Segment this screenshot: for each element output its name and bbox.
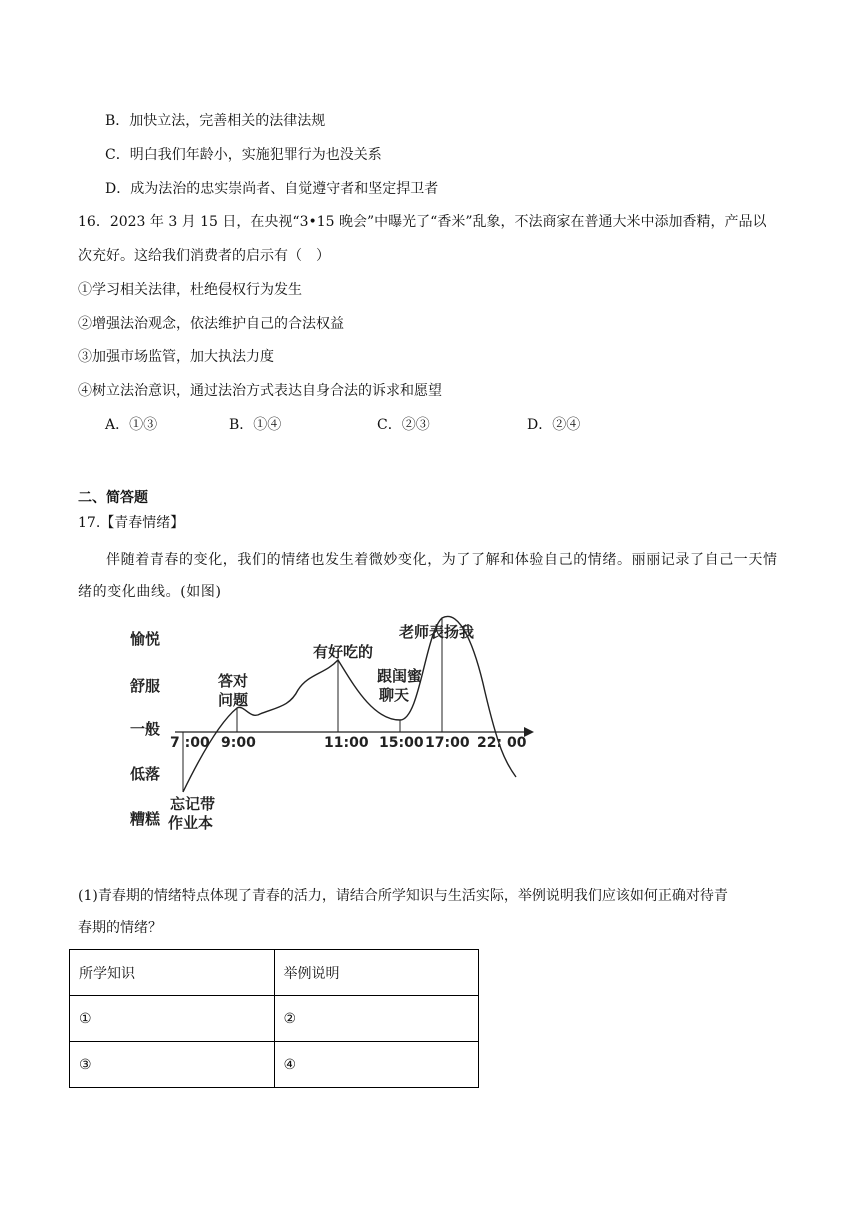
q16-choice-b: B．①④ [229,417,282,433]
answer-table [69,949,479,1088]
x-label-17: 17:00 [425,735,470,751]
q15-option-c: C．明白我们年龄小，实施犯罪行为也没关系 [105,147,382,163]
y-label-ordinary: 一般 [130,720,161,738]
annotation-answered-line1: 答对 [218,672,249,690]
y-label-comfortable: 舒服 [130,677,161,695]
answer-cell-3[interactable]: ③ [70,1042,275,1088]
table-header-row [70,950,479,996]
q15-option-d: D．成为法治的忠实崇尚者、自觉遵守者和坚定捍卫者 [105,181,439,197]
x-label-22: 22: 00 [477,735,527,751]
annotation-chat-line1: 跟闺蜜 [377,667,423,685]
q16-stem-line2: 次充好。这给我们消费者的启示有（ ） [78,248,330,264]
y-label-delighted: 愉悦 [130,630,161,648]
table-row [70,996,479,1042]
answer-cell-4[interactable]: ④ [274,1042,479,1088]
annotation-tasty: 有好吃的 [313,643,374,661]
x-label-9: 9:00 [221,735,256,751]
q16-choice-d: D．②④ [527,417,581,433]
annotation-chat-line2: 聊天 [379,686,410,704]
x-label-15: 15:00 [379,735,424,751]
q16-choice-a: A．①③ [105,417,158,433]
table-row [70,1042,479,1088]
q15-option-b: B．加快立法，完善相关的法律法规 [105,113,326,129]
table-header-example: 举例说明 [274,950,479,996]
annotation-forgot-line1: 忘记带 [170,795,216,813]
y-label-terrible: 糟糕 [130,810,161,828]
x-label-7: 7 :00 [170,735,210,751]
q16-statement-3: ③加强市场监管，加大执法力度 [78,349,274,365]
answer-cell-2[interactable]: ② [274,996,479,1042]
annotation-answered-line2: 问题 [218,691,249,709]
q17-header: 17.【青春情绪】 [78,515,185,531]
q16-stem-line1: 16．2023 年 3 月 15 日，在央视“3•15 晚会”中曝光了“香米”乱象，不法商家在普通大米中添加香精，产品以 [78,214,767,230]
section-title: 二、简答题 [78,490,148,506]
table-header-knowledge: 所学知识 [70,950,275,996]
q16-statement-4: ④树立法治意识，通过法治方式表达自身合法的诉求和愿望 [78,383,442,399]
annotation-forgot-line2: 作业本 [168,814,214,832]
q17-subq1-line2: 春期的情绪？ [78,920,162,936]
emotion-curve-figure [120,612,550,842]
x-label-11: 11:00 [324,735,369,751]
answer-cell-1[interactable]: ① [70,996,275,1042]
annotation-praise: 老师表扬我 [399,623,475,641]
q16-choice-c: C．②③ [377,417,430,433]
q16-statement-1: ①学习相关法律，杜绝侵权行为发生 [78,282,302,298]
q17-intro: 伴随着青春的变化，我们的情绪也发生着微妙变化，为了了解和体验自己的情绪。丽丽记录了自己一天情绪的变化曲线。(如图) [78,552,778,600]
q17-subq1-line1: (1)青春期的情绪特点体现了青春的活力，请结合所学知识与生活实际，举例说明我们应该如何正确对待青 [78,888,728,904]
q16-statement-2: ②增强法治观念，依法维护自己的合法权益 [78,316,344,332]
y-label-low: 低落 [130,765,161,783]
